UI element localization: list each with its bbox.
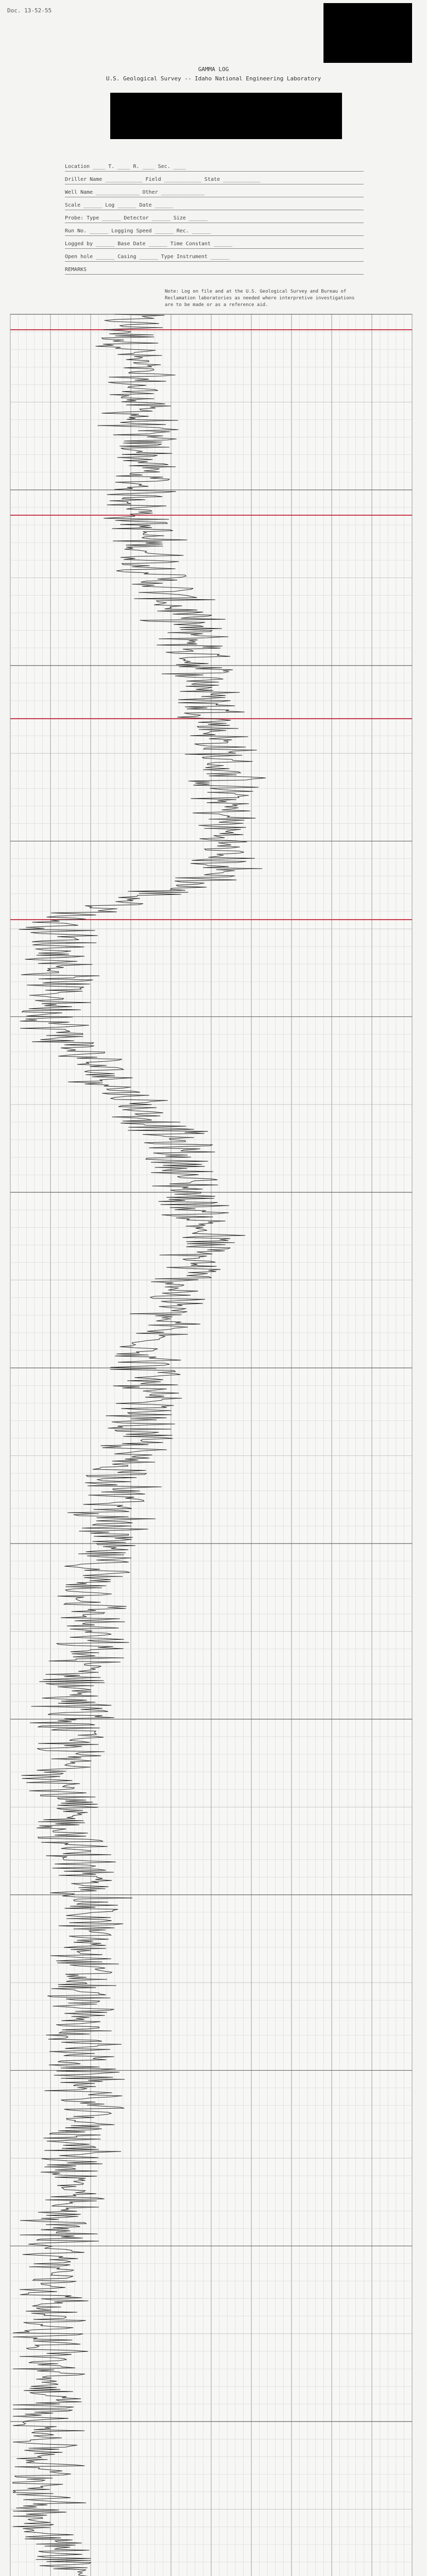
header-field-row: Driller Name ____________ Field ____________ State ____________ <box>65 177 261 182</box>
log-subtitle: U.S. Geological Survey -- Idaho National Engineering Laboratory <box>106 75 321 82</box>
document-stamp: Doc. 13-52-55 <box>7 7 52 14</box>
log-title: GAMMA LOG <box>198 66 229 73</box>
header-field-row: Well Name ______________ Other ______________ <box>65 190 204 195</box>
header-field-row: Probe: Type ______ Detector ______ Size ______ <box>65 215 208 221</box>
header-field-row: Location ____ T. ____ R. ____ Sec. ____ <box>65 164 186 170</box>
header-field-row: Open hole ______ Casing ______ Type Instrument ______ <box>65 254 230 260</box>
header-field-row: REMARKS <box>65 267 87 273</box>
header-field-row: Scale ______ Log ______ Date ______ <box>65 202 174 208</box>
header-field-row: Logged by ______ Base Date ______ Time Constant ______ <box>65 241 233 247</box>
header-note: Note: Log on file and at the U.S. Geological Survey and Bureau of Reclamation laboratories as needed where interpretive investigations are to be made or as a reference aid. <box>165 289 355 308</box>
header-field-row: Run No. ______ Logging Speed ______ Rec. ______ <box>65 228 211 234</box>
